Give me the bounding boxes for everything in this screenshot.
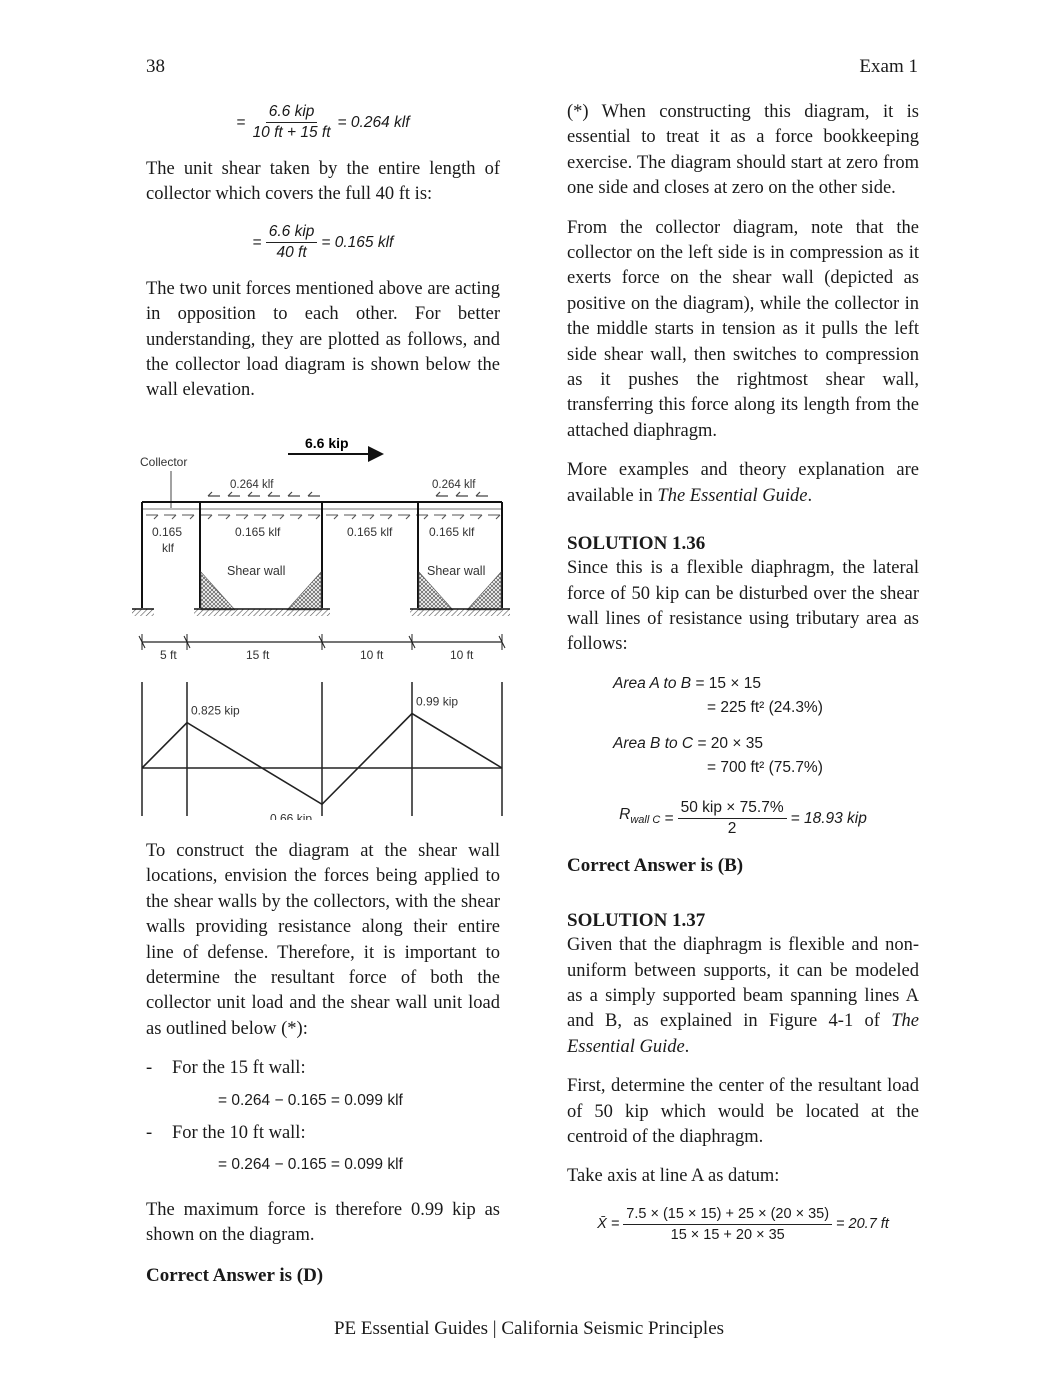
bullet-label: For the 15 ft wall: — [172, 1058, 306, 1079]
ground-support — [132, 609, 154, 616]
paragraph: First, determine the center of the resultant load of 50 kip which would be located at the centroid of the diaphragm. — [567, 1076, 919, 1147]
right-arrow-icon — [326, 515, 338, 519]
shear-wall-label: Shear wall — [227, 564, 286, 578]
ground-support — [410, 609, 510, 616]
eq-prefix: = — [236, 113, 246, 131]
paragraph — [567, 933, 919, 1060]
right-arrow-icon — [254, 515, 266, 519]
dimension-label: 10 ft — [360, 648, 384, 662]
shear-load-label-2: 0.264 klf — [432, 479, 476, 491]
shear-wall-hatch — [287, 572, 321, 610]
equation — [146, 1152, 500, 1177]
section-title: Exam 1 — [859, 56, 918, 77]
left-arrow-icon — [476, 492, 488, 496]
dimension-label: 10 ft — [450, 648, 474, 662]
bullet-dash: - — [146, 1058, 153, 1079]
bullet-equation: = 0.264 − 0.165 = 0.099 klf — [218, 1091, 403, 1109]
area-value: = 700 ft² (75.7%) — [707, 758, 823, 776]
left-arrow-icon — [208, 492, 220, 496]
paragraph: Take axis at line A as datum: — [567, 1166, 780, 1187]
diagram-value-label: 0.825 kip — [191, 703, 240, 718]
right-arrow-icon — [218, 515, 230, 519]
paragraph: To construct the diagram at the shear wall locations, envision the forces being applied to the shear walls by the collectors, with the shear walls providing resistance along their entire line of defense. Therefore, it is important to determine the resultant force of both the collector unit load and the shear wall unit load as outlined below (*): — [146, 841, 500, 1039]
text: . — [684, 1036, 690, 1057]
right-arrow-icon — [236, 515, 248, 519]
equation — [146, 1088, 500, 1113]
right-arrow-icon — [200, 515, 212, 519]
paragraph: The maximum force is therefore 0.99 kip as shown on the diagram. — [146, 1199, 500, 1246]
left-arrow-icon — [456, 492, 468, 496]
left-arrow-icon — [228, 492, 240, 496]
solution-heading: SOLUTION 1.37 — [567, 910, 706, 932]
answer-text: Correct Answer is (D) — [146, 1264, 324, 1286]
equation-collector-shear — [146, 102, 500, 143]
area-label: Area B to C — [613, 734, 694, 752]
dimension-label: 15 ft — [246, 648, 270, 662]
collector-load-label: 0.165 klf — [235, 525, 281, 539]
eq-result: = 18.93 kip — [790, 809, 867, 827]
right-arrow-icon — [398, 515, 410, 519]
right-arrow-icon — [362, 515, 374, 519]
collector-diagram-svg — [130, 428, 510, 820]
collector-force-diagram — [142, 682, 502, 820]
collector-load-unit: klf — [162, 541, 174, 555]
numerator: 6.6 kip — [266, 222, 318, 243]
equation-reaction: $R_{wall C}$ = $\frac{\text{50 kip × 75.7\%}}{2}$ = 18.93 kip — [619, 798, 867, 837]
numerator: 50 kip × 75.7% — [678, 798, 787, 819]
right-arrow-icon — [452, 515, 464, 519]
note-paragraph: (*) When constructing this diagram, it is essential to treat it as a force bookkeeping exercise. The diagram should start at zero from one side and closes at zero on the other side. — [567, 102, 919, 199]
bullet-label: For the 10 ft wall: — [172, 1123, 306, 1144]
left-column-lower — [146, 839, 500, 1302]
numerator: 6.6 kip — [266, 102, 318, 123]
dimension-label: 5 ft — [160, 648, 177, 662]
text: More examples and theory explanation are available in — [567, 460, 919, 506]
right-arrow-icon — [308, 515, 320, 519]
left-arrow-icon — [268, 492, 280, 496]
right-arrow-icon — [344, 515, 356, 519]
collector-load-label: 0.165 klf — [347, 525, 393, 539]
denominator: 40 ft — [276, 243, 307, 261]
equation-centroid — [567, 1204, 919, 1245]
paragraph: The unit shear taken by the entire length of collector which covers the full 40 ft is: — [146, 159, 500, 205]
denominator: 10 ft + 15 ft — [252, 124, 331, 141]
right-arrow-icon — [470, 515, 482, 519]
fraction — [266, 222, 318, 263]
bullet-item — [146, 1056, 500, 1081]
right-arrow-icon — [380, 515, 392, 519]
right-arrow-icon — [164, 515, 176, 519]
left-column — [146, 100, 500, 418]
left-arrow-icon — [308, 492, 320, 496]
fraction — [678, 798, 787, 839]
collector-diagram-figure — [130, 428, 510, 820]
collector-load-label: 0.165 klf — [429, 525, 475, 539]
text: . — [807, 485, 813, 506]
equation-unit-shear — [146, 222, 500, 263]
right-arrow-icon — [146, 515, 158, 519]
answer-text: Correct Answer is (B) — [567, 854, 744, 876]
book-reference: The Essential Guide — [657, 485, 808, 506]
page-footer: PE Essential Guides | California Seismic Principles — [333, 1318, 725, 1339]
left-arrow-icon — [288, 492, 300, 496]
paragraph: From the collector diagram, note that the collector on the left side is in compression as it exerts force on the shear wall (depicted as positive on the diagram), while the collector in the middle starts in tension as it pulls the left side shear wall, then switches to compression as it pushes the rightmost shear wall, transferring this force along its length from the attached diaphragm. — [567, 217, 919, 441]
area-value: = 15 × 15 — [695, 674, 761, 692]
numerator: 7.5 × (15 × 15) + 25 × (20 × 35) — [623, 1204, 832, 1225]
bullet-dash: - — [146, 1123, 153, 1144]
shear-load-arrows — [208, 492, 488, 496]
fraction — [623, 1204, 832, 1245]
diagram-value-label: 0.99 kip — [416, 694, 459, 709]
right-arrow-icon — [272, 515, 284, 519]
text: Given that the diaphragm is flexible and non-uniform between supports, it can be modeled as a simply supported beam spanning lines A and B, as explained in Figure 4-1 of — [567, 935, 919, 1032]
area-value: = 225 ft² (24.3%) — [707, 698, 823, 716]
paragraph: Since this is a flexible diaphragm, the lateral force of 50 kip can be disturbed over the shear wall lines of resistance using tributary area as follows: — [567, 558, 919, 655]
load-label: 6.6 kip — [305, 435, 349, 451]
right-arrow-icon — [290, 515, 302, 519]
area-label: Area A to B — [613, 674, 692, 692]
collector-label: Collector — [140, 455, 188, 469]
denominator: 15 × 15 + 20 × 35 — [670, 1226, 785, 1243]
area-calculations — [613, 672, 919, 780]
eq-result: = 0.165 klf — [321, 233, 394, 251]
right-arrow-icon — [182, 515, 194, 519]
shear-wall-label: Shear wall — [427, 564, 486, 578]
bullet-equation: = 0.264 − 0.165 = 0.099 klf — [218, 1156, 403, 1174]
left-arrow-icon — [248, 492, 260, 496]
area-value: = 20 × 35 — [697, 734, 763, 752]
paragraph — [567, 458, 919, 509]
right-arrow-icon — [434, 515, 446, 519]
diagram-value-label: 0.66 kip — [270, 811, 313, 820]
bullet-item — [146, 1121, 500, 1146]
book-reference: The Essential Guide — [567, 1011, 919, 1057]
eq-result: = 0.264 klf — [337, 113, 410, 131]
shear-load-label-1: 0.264 klf — [230, 479, 274, 491]
solution-heading: SOLUTION 1.36 — [567, 533, 706, 555]
bullet-list — [146, 1056, 500, 1178]
collector-load-label: 0.165 — [152, 525, 183, 539]
right-column — [567, 100, 919, 1259]
x-label: X̄ = — [597, 1215, 620, 1232]
paragraph: The two unit forces mentioned above are acting in opposition to each other. For better understanding, they are plotted as follows, and the collector load diagram is shown below the wall elevation. — [146, 278, 500, 401]
ground-support — [194, 609, 330, 616]
denominator: 2 — [727, 819, 737, 837]
eq-prefix: = — [252, 233, 262, 251]
r-label: $R_{wall C}$ — [619, 806, 661, 827]
left-arrow-icon — [436, 492, 448, 496]
page-number: 38 — [146, 56, 165, 77]
eq-result: = 20.7 ft — [836, 1215, 889, 1232]
right-arrow-icon — [488, 515, 500, 519]
fraction — [250, 102, 334, 143]
